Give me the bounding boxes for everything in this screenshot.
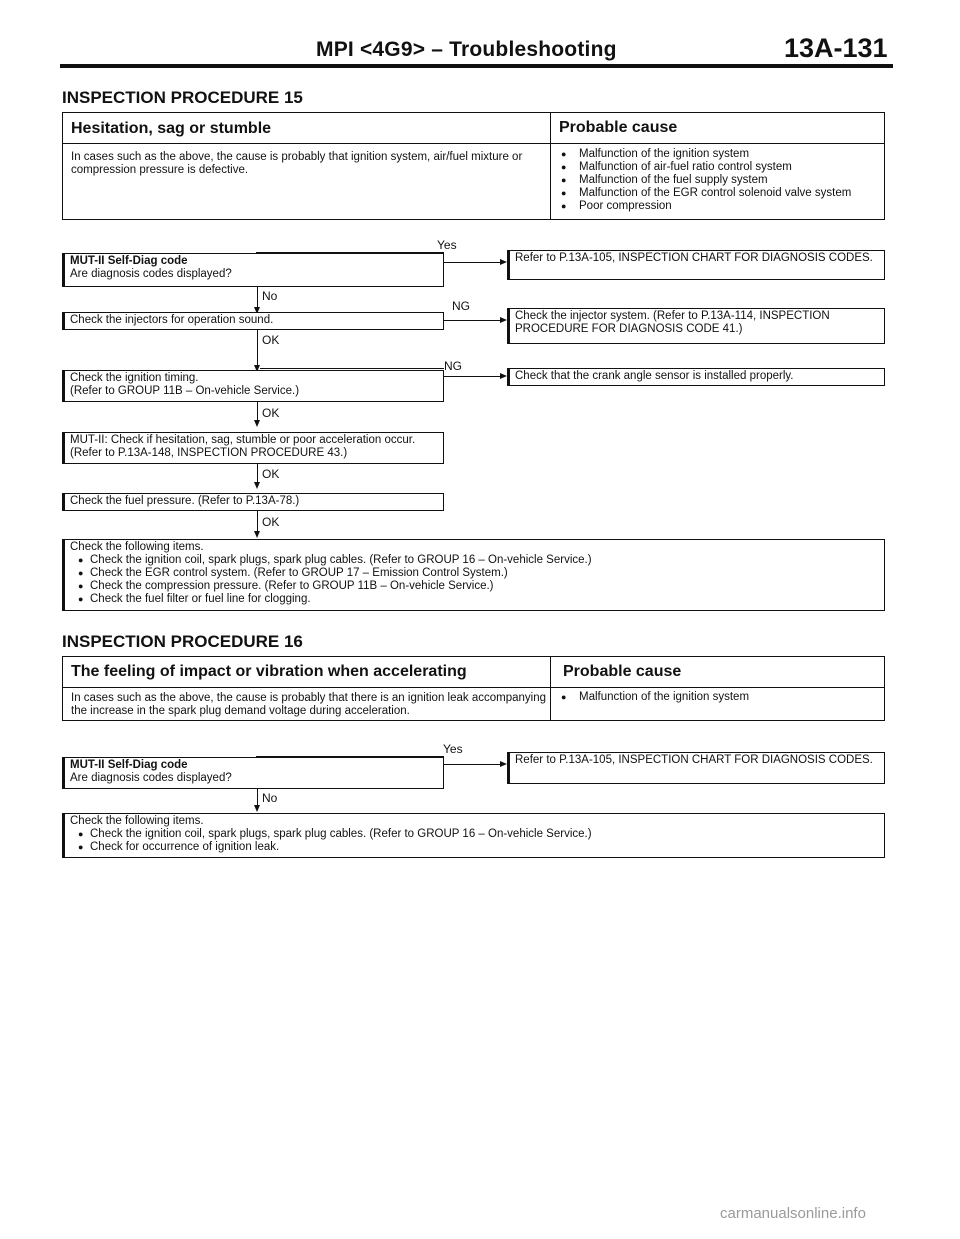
- table-column-divider: [550, 657, 551, 720]
- flow-target-crank-sensor: Check that the crank angle sensor is installed properly.: [507, 368, 885, 386]
- final-check-item: ● Check the fuel filter or fuel line for clogging.: [70, 593, 879, 606]
- procedure-16-title: INSPECTION PROCEDURE 16: [62, 632, 303, 651]
- probable-cause-heading: Probable cause: [559, 119, 678, 136]
- arrow-right: [500, 761, 507, 767]
- probable-cause-list: [553, 148, 883, 213]
- connector-line: [260, 368, 444, 369]
- step-text: (Refer to GROUP 11B – On-vehicle Service.): [70, 385, 300, 397]
- flow-final-checks: [62, 813, 885, 858]
- step-title: MUT-II Self-Diag code: [70, 759, 188, 771]
- flow-step-fuel-pressure: Check the fuel pressure. (Refer to P.13A-78.): [62, 493, 444, 511]
- branch-ng-label: NG: [444, 359, 462, 373]
- cause-item: ● Malfunction of the EGR control solenoid valve system: [553, 187, 883, 200]
- connector-line: [444, 262, 502, 263]
- symptom-description: In cases such as the above, the cause is probably that there is an ignition leak accompanying the increase in the spark plug demand voltage during acceleration.: [71, 692, 546, 717]
- header-rule: [60, 64, 893, 68]
- flow-target-diag-chart: Refer to P.13A-105, INSPECTION CHART FOR DIAGNOSIS CODES.: [507, 752, 885, 784]
- table-header-divider: [63, 143, 884, 144]
- branch-no-label: No: [262, 289, 278, 303]
- branch-no-label: No: [262, 791, 278, 805]
- table-header-divider: [63, 687, 884, 688]
- flow-step-self-diag: [62, 757, 444, 789]
- branch-ok-label: OK: [262, 515, 280, 529]
- step-question: Are diagnosis codes displayed?: [70, 772, 232, 784]
- cause-item: ● Malfunction of the fuel supply system: [553, 174, 883, 187]
- table-column-divider: [550, 113, 551, 219]
- branch-ng-label: NG: [452, 299, 470, 313]
- symptom-heading: Hesitation, sag or stumble: [71, 120, 272, 137]
- flow-step-mut-check: [62, 432, 444, 464]
- final-check-item: ● Check the compression pressure. (Refer to GROUP 11B – On-vehicle Service.): [70, 580, 879, 593]
- flow-target-diag-chart: Refer to P.13A-105, INSPECTION CHART FOR DIAGNOSIS CODES.: [507, 250, 885, 280]
- branch-yes-label: Yes: [443, 742, 463, 756]
- cause-item: ● Malfunction of air-fuel ratio control system: [553, 161, 883, 174]
- flow-target-injector-system: Check the injector system. (Refer to P.13A-114, INSPECTION PROCEDURE FOR DIAGNOSIS CODE 41.): [507, 308, 885, 344]
- connector-line: [444, 764, 502, 765]
- step-question: Are diagnosis codes displayed?: [70, 268, 232, 280]
- procedure-15-table: [62, 112, 885, 220]
- connector-line: [444, 320, 502, 321]
- procedure-15-title: INSPECTION PROCEDURE 15: [62, 88, 303, 107]
- flow-step-injectors: Check the injectors for operation sound.: [62, 312, 444, 330]
- connector-line: [257, 330, 258, 368]
- final-check-item: ● Check the EGR control system. (Refer to GROUP 17 – Emission Control System.): [70, 567, 879, 580]
- page-number: 13A-131: [784, 33, 888, 63]
- page-header-title: MPI <4G9> – Troubleshooting: [316, 38, 617, 61]
- flow-final-checks: [62, 539, 885, 611]
- probable-cause-heading: Probable cause: [563, 663, 682, 680]
- final-check-item: ● Check the ignition coil, spark plugs, spark plug cables. (Refer to GROUP 16 – On-vehicle Service.): [70, 554, 879, 567]
- cause-item: ● Malfunction of the ignition system: [553, 691, 883, 704]
- step-text: Check the ignition timing.: [70, 372, 199, 384]
- branch-ok-label: OK: [262, 333, 280, 347]
- cause-item: ● Poor compression: [553, 200, 883, 213]
- branch-yes-label: Yes: [437, 238, 457, 252]
- arrow-down: [254, 805, 260, 812]
- arrow-right: [500, 373, 507, 379]
- procedure-16-table: [62, 656, 885, 721]
- flow-step-ignition-timing: [62, 370, 444, 402]
- symptom-heading: The feeling of impact or vibration when accelerating: [71, 663, 467, 680]
- step-text: MUT-II: Check if hesitation, sag, stumble or poor acceleration occur.: [70, 434, 416, 446]
- arrow-right: [500, 259, 507, 265]
- arrow-down: [254, 420, 260, 427]
- final-check-item: ● Check for occurrence of ignition leak.: [70, 841, 879, 854]
- connector-line: [256, 252, 444, 253]
- arrow-right: [500, 317, 507, 323]
- flow-step-self-diag: [62, 253, 444, 287]
- symptom-description: In cases such as the above, the cause is probably that ignition system, air/fuel mixture or compression pressure is defective.: [71, 151, 523, 176]
- cause-item: ● Malfunction of the ignition system: [553, 148, 883, 161]
- final-check-item: ● Check the ignition coil, spark plugs, spark plug cables. (Refer to GROUP 16 – On-vehicle Service.): [70, 828, 879, 841]
- branch-ok-label: OK: [262, 406, 280, 420]
- arrow-down: [254, 482, 260, 489]
- arrow-down: [254, 531, 260, 538]
- final-header: Check the following items.: [70, 815, 204, 827]
- step-text: (Refer to P.13A-148, INSPECTION PROCEDURE 43.): [70, 447, 348, 459]
- branch-ok-label: OK: [262, 467, 280, 481]
- final-header: Check the following items.: [70, 541, 204, 553]
- probable-cause-list: [553, 691, 883, 704]
- watermark-text: carmanualsonline.info: [720, 1205, 866, 1222]
- connector-line: [444, 376, 502, 377]
- step-title: MUT-II Self-Diag code: [70, 255, 188, 267]
